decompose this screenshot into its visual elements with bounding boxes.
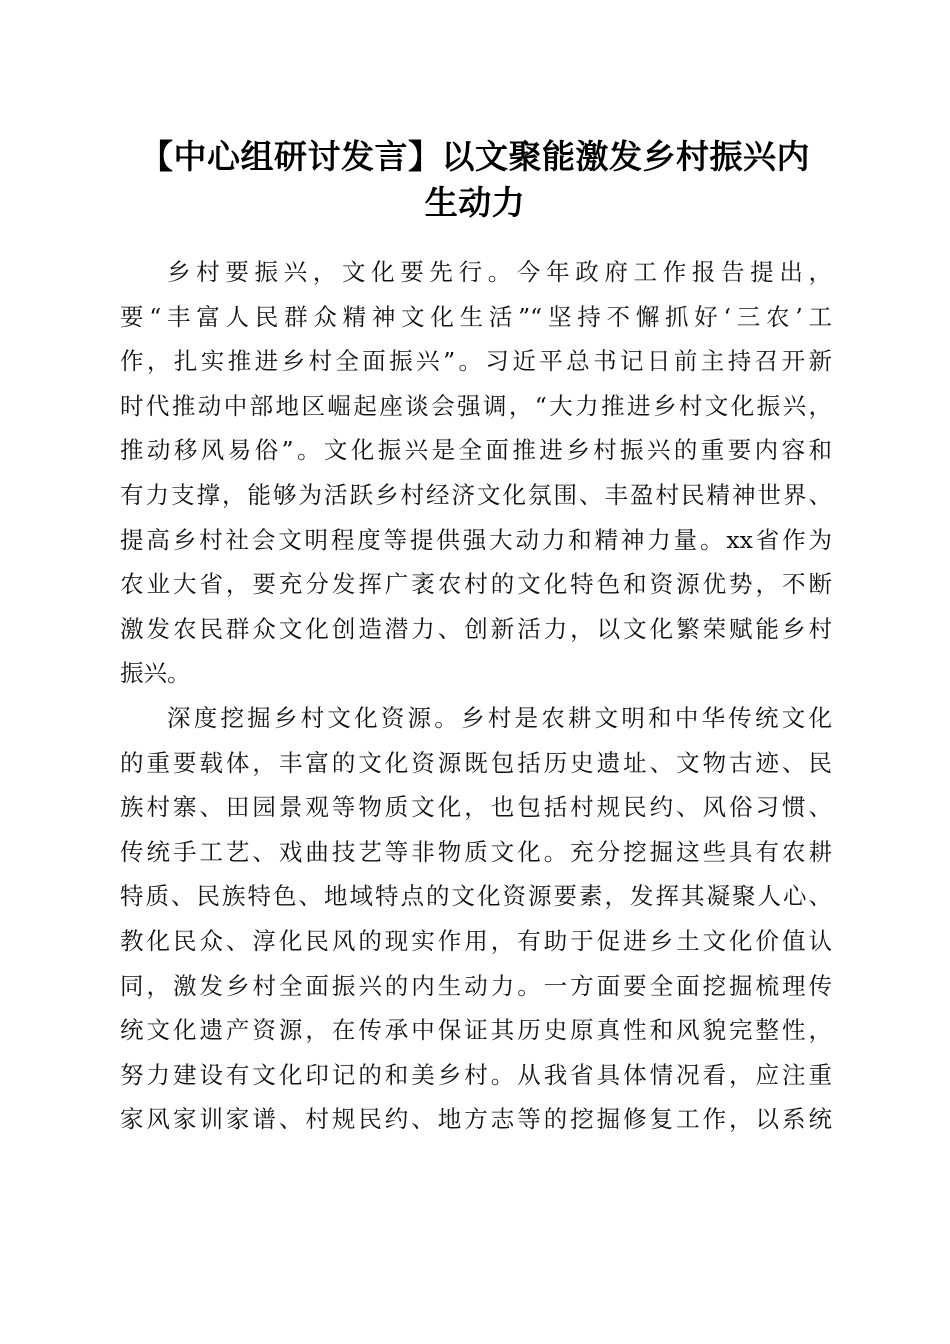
document-title xyxy=(110,134,840,226)
text-line: 家风家训家谱、村规民约、地方志等的挖掘修复工作，以系统 xyxy=(120,1105,832,1134)
text-line: 推动移风易俗”。文化振兴是全面推进乡村振兴的重要内容和 xyxy=(120,436,832,465)
text-line: 同，激发乡村全面振兴的内生动力。一方面要全面挖掘梳理传 xyxy=(120,971,832,1000)
text-line: 族村寨、田园景观等物质文化，也包括村规民约、风俗习惯、 xyxy=(120,793,832,822)
text-line: 要“丰富人民群众精神文化生活”“坚持不懈抓好‘三农’工 xyxy=(120,302,832,331)
title-line: 【中心组研讨发言】以文聚能激发乡村振兴内 xyxy=(140,137,810,176)
document-body xyxy=(120,250,832,1142)
text-line: 有力支撑，能够为活跃乡村经济文化氛围、丰盈村民精神世界、 xyxy=(120,480,832,509)
text-line: 农业大省，要充分发挥广袤农村的文化特色和资源优势，不断 xyxy=(120,570,832,599)
text-line: 的重要载体，丰富的文化资源既包括历史遗址、文物古迹、民 xyxy=(120,748,832,777)
text-line: 统文化遗产资源，在传承中保证其历史原真性和风貌完整性， xyxy=(120,1016,832,1045)
text-line: 时代推动中部地区崛起座谈会强调，“大力推进乡村文化振兴， xyxy=(120,391,832,420)
text-line: 特质、民族特色、地域特点的文化资源要素，发挥其凝聚人心、 xyxy=(120,882,832,911)
text-line: 振兴。 xyxy=(120,659,191,688)
text-line: 激发农民群众文化创造潜力、创新活力，以文化繁荣赋能乡村 xyxy=(120,614,832,643)
text-line: 传统手工艺、戏曲技艺等非物质文化。充分挖掘这些具有农耕 xyxy=(120,837,832,866)
paragraph-1 xyxy=(120,250,832,696)
text-line: 努力建设有文化印记的和美乡村。从我省具体情况看，应注重 xyxy=(120,1060,832,1089)
text-line: 提高乡村社会文明程度等提供强大动力和精神力量。xx省作为 xyxy=(120,525,832,554)
text-line: 作，扎实推进乡村全面振兴”。习近平总书记日前主持召开新 xyxy=(120,347,832,376)
paragraph-2 xyxy=(120,696,832,1142)
text-line: 深度挖掘乡村文化资源。乡村是农耕文明和中华传统文化 xyxy=(167,703,832,732)
title-line: 生动力 xyxy=(424,183,526,222)
text-line: 教化民众、淳化民风的现实作用，有助于促进乡土文化价值认 xyxy=(120,926,832,955)
text-line: 乡村要振兴，文化要先行。今年政府工作报告提出， xyxy=(167,258,832,286)
